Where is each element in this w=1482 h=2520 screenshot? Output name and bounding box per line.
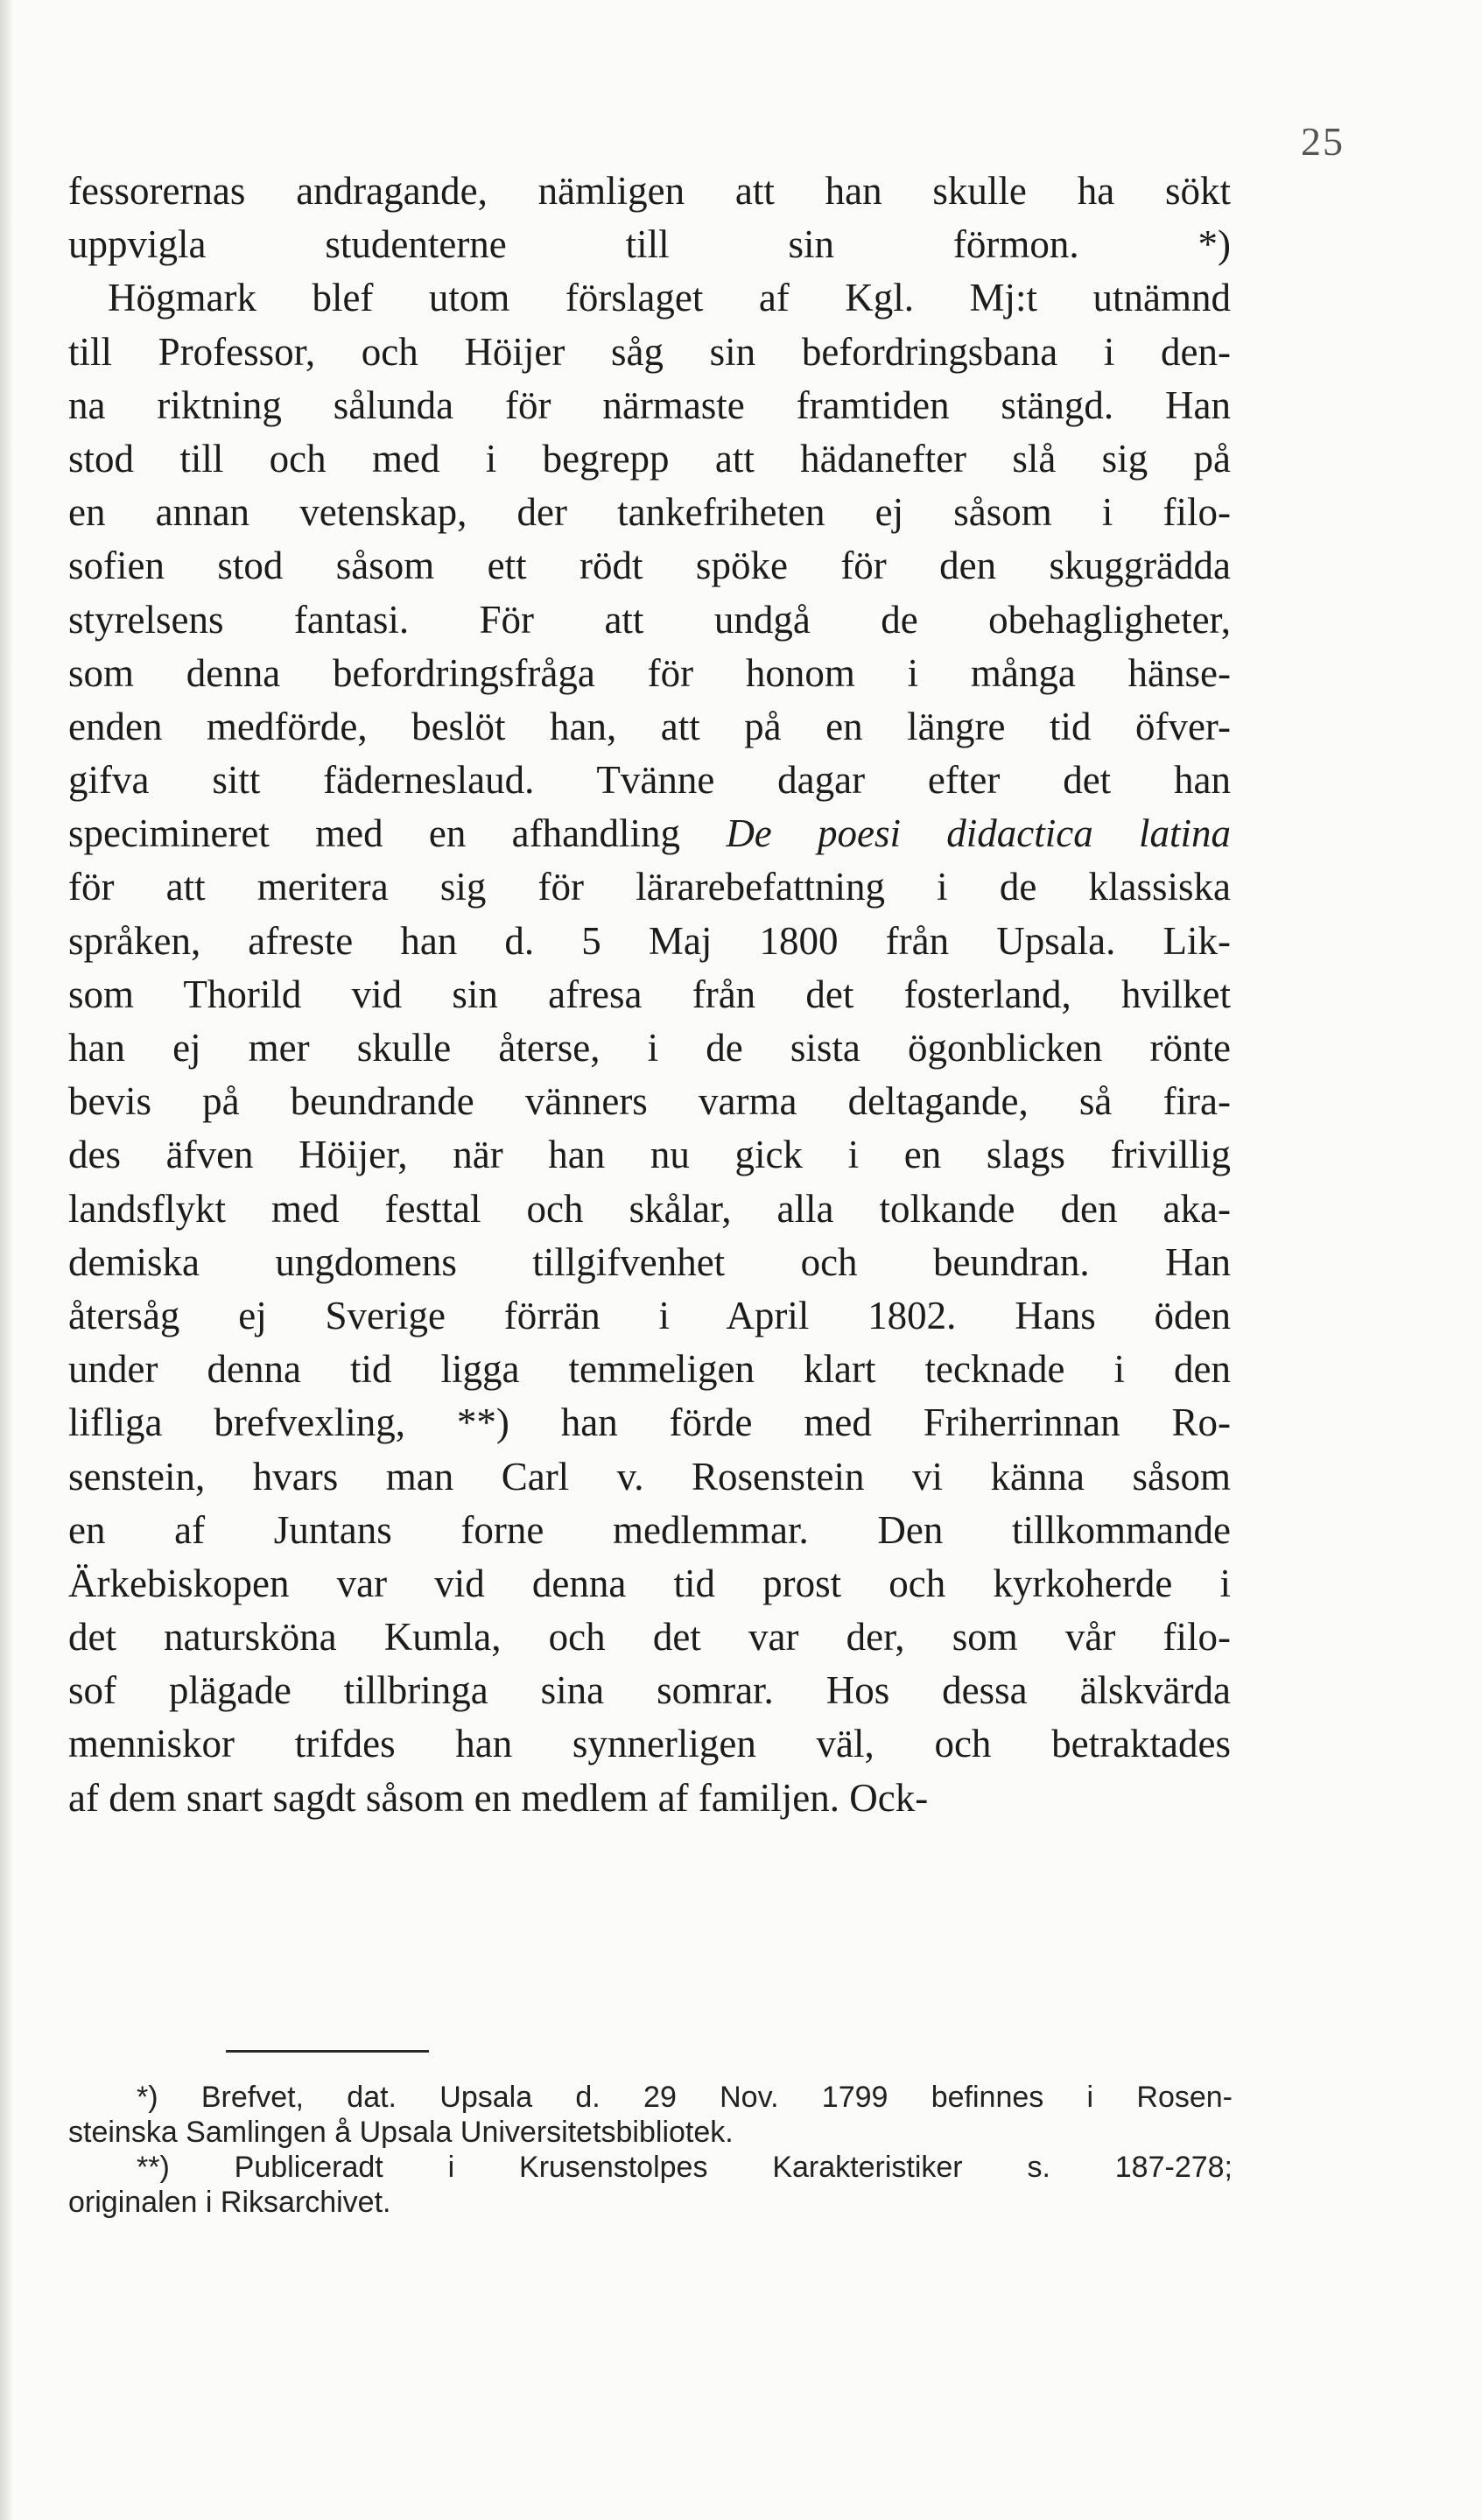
text-line — [68, 165, 1231, 218]
text-segment: för att meritera sig för lärarebefattning i de klassiska — [68, 865, 1231, 909]
text-segment: Ärkebiskopen var vid denna tid prost och kyrkoherde i — [68, 1561, 1231, 1605]
text-line — [68, 1075, 1231, 1128]
text-line — [68, 1128, 1231, 1182]
text-segment: demiska ungdomens tillgifvenhet och beundran. Han — [68, 1239, 1231, 1284]
text-line — [68, 1343, 1231, 1396]
text-segment: na riktning sålunda för närmaste framtiden stängd. Han — [68, 383, 1231, 427]
text-line — [68, 1557, 1231, 1611]
text-line — [68, 1664, 1231, 1717]
text-line — [68, 1504, 1231, 1557]
text-line — [68, 1611, 1231, 1664]
text-line — [68, 432, 1231, 486]
text-segment: styrelsens fantasi. För att undgå de obehagligheter, — [68, 597, 1231, 642]
text-segment: specimineret med en afhandling — [68, 811, 727, 856]
footnote-divider — [226, 2050, 429, 2053]
text-line — [68, 754, 1231, 807]
text-segment: menniskor trifdes han synnerligen väl, och betraktades — [68, 1722, 1231, 1766]
text-segment: som denna befordringsfråga för honom i många hänse- — [68, 650, 1231, 695]
text-segment: gifva sitt fäderneslaud. Tvänne dagar efter det han — [68, 758, 1231, 803]
body-text — [68, 165, 1231, 1825]
text-segment: senstein, hvars man Carl v. Rosenstein vi känna såsom — [68, 1454, 1231, 1499]
text-segment: stod till och med i begrepp att hädanefter slå sig på — [68, 436, 1231, 481]
footnote-line: *) Brefvet, dat. Upsala d. 29 Nov. 1799 befinnes i Rosen- — [137, 2081, 1233, 2114]
text-segment: som Thorild vid sin afresa från det fosterland, hvilket — [68, 972, 1231, 1016]
text-line — [68, 271, 1231, 325]
text-segment: det natursköna Kumla, och det var der, som vår filo- — [68, 1615, 1231, 1660]
footnote-line: **) Publiceradt i Krusenstolpes Karakteristiker s. 187-278; — [137, 2151, 1233, 2184]
text-segment: enden medförde, beslöt han, att på en längre tid öfver- — [68, 704, 1231, 748]
text-segment: af dem snart sagdt såsom en medlem af familjen. Ock- — [68, 1775, 929, 1820]
italic-title: De poesi didactica latina — [726, 811, 1231, 856]
text-line — [68, 539, 1231, 593]
text-segment: han ej mer skulle återse, i de sista ögonblicken rönte — [68, 1026, 1231, 1070]
text-line — [68, 593, 1231, 647]
text-segment: språken, afreste han d. 5 Maj 1800 från Upsala. Lik- — [68, 918, 1231, 963]
text-line — [68, 218, 1231, 271]
page-number: 25 — [1301, 119, 1345, 164]
text-segment: återsåg ej Sverige förrän i April 1802. Hans öden — [68, 1293, 1231, 1337]
text-segment: bevis på beundrande vänners varma deltagande, så fira- — [68, 1079, 1231, 1124]
text-line — [68, 1021, 1231, 1075]
text-line — [68, 1236, 1231, 1289]
text-line — [68, 807, 1231, 860]
text-line — [68, 486, 1231, 539]
page-edge — [0, 0, 12, 2520]
footnotes — [68, 2080, 1233, 2220]
text-line — [68, 1450, 1231, 1504]
text-segment: under denna tid ligga temmeligen klart tecknade i den — [68, 1347, 1231, 1392]
text-line — [68, 647, 1231, 700]
text-line — [68, 1183, 1231, 1236]
text-segment: uppvigla studenterne till sin förmon. *) — [68, 222, 1231, 267]
text-segment: en af Juntans forne medlemmar. Den tillkommande — [68, 1507, 1231, 1552]
text-line — [68, 1717, 1231, 1771]
text-segment: fessorernas andragande, nämligen att han skulle ha sökt — [68, 169, 1231, 213]
text-segment: sof plägade tillbringa sina somrar. Hos dessa älskvärda — [68, 1668, 1231, 1713]
text-segment: till Professor, och Höijer såg sin befordringsbana i den- — [68, 329, 1231, 374]
text-segment: Högmark blef utom förslaget af Kgl. Mj:t utnämnd — [68, 276, 1231, 320]
text-line — [68, 1289, 1231, 1343]
text-line — [68, 860, 1231, 914]
text-segment: landsflykt med festtal och skålar, alla tolkande den aka- — [68, 1186, 1231, 1231]
text-line — [68, 326, 1231, 379]
text-line — [68, 968, 1231, 1021]
text-line — [68, 915, 1231, 968]
text-line — [68, 1772, 1231, 1825]
text-segment: en annan vetenskap, der tankefriheten ej såsom i filo- — [68, 490, 1231, 535]
text-segment: sofien stod såsom ett rödt spöke för den skuggrädda — [68, 544, 1231, 588]
footnote-line: steinska Samlingen å Upsala Universitetsbibliotek. — [68, 2116, 734, 2149]
text-segment: des äfven Höijer, när han nu gick i en slags frivillig — [68, 1133, 1231, 1177]
footnote-line: originalen i Riksarchivet. — [68, 2186, 391, 2219]
text-line — [68, 700, 1231, 754]
text-segment: lifliga brefvexling, **) han förde med Friherrinnan Ro- — [68, 1400, 1231, 1445]
text-line — [68, 379, 1231, 432]
text-line — [68, 1396, 1231, 1450]
